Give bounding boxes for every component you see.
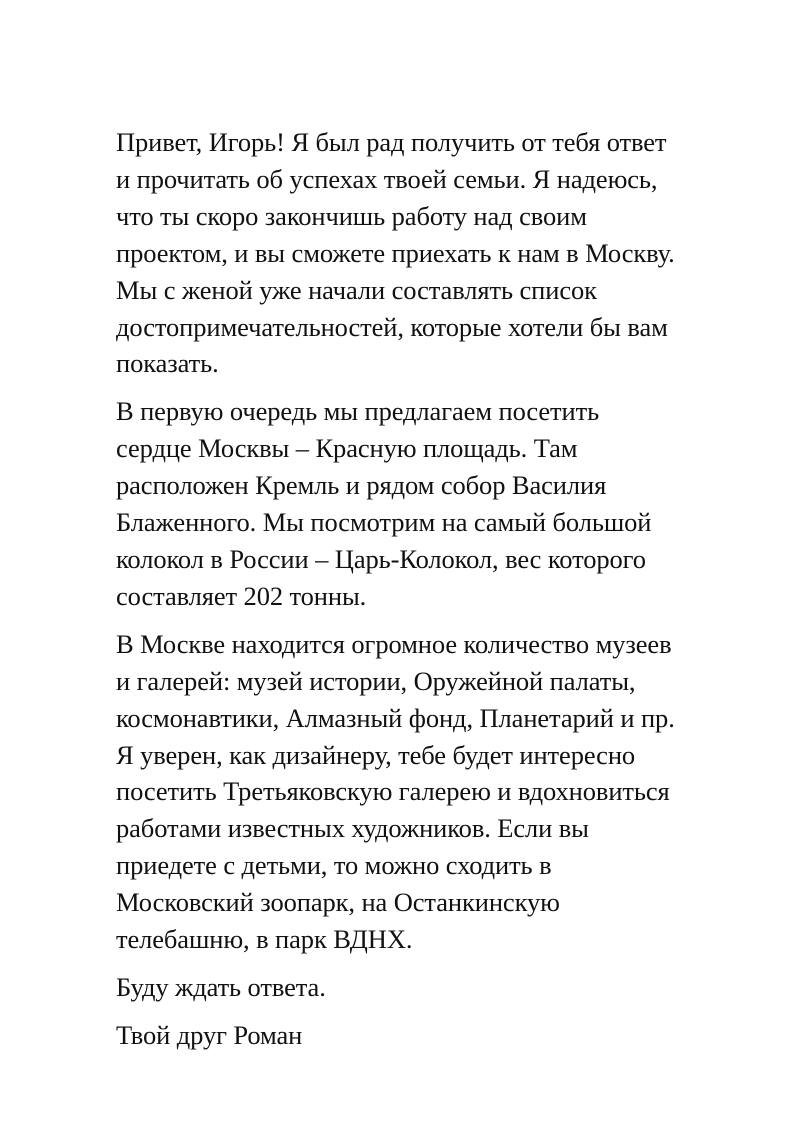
paragraph-museums [116, 626, 756, 958]
text-line: достопримечательностей, которые хотели бы вам [116, 311, 668, 342]
text-line: показать. [116, 348, 219, 379]
text-line: и галерей: музей истории, Оружейной палаты, [116, 665, 636, 696]
text-line: и прочитать об успехах твоей семьи. Я надеюсь, [116, 163, 658, 194]
text-line: телебашню, в парк ВДНХ. [116, 924, 413, 955]
paragraph-signature [116, 1017, 756, 1054]
text-line: Буду ждать ответа. [116, 971, 326, 1002]
paragraph-closing [116, 969, 756, 1006]
text-line: В первую очередь мы предлагаем посетить [116, 396, 600, 427]
text-line: Блаженного. Мы посмотрим на самый большой [116, 507, 652, 538]
text-line: проектом, и вы сможете приехать к нам в Москву. [116, 237, 675, 268]
text-line: расположен Кремль и рядом собор Василия [116, 470, 607, 501]
paragraph-greeting [116, 124, 756, 382]
text-line: что ты скоро закончишь работу над своим [116, 200, 587, 231]
letter-body [116, 124, 756, 1065]
text-line: сердце Москвы – Красную площадь. Там [116, 433, 578, 464]
text-line: Привет, Игорь! Я был рад получить от тебя ответ [116, 127, 667, 157]
paragraph-red-square [116, 393, 756, 614]
text-line: посетить Третьяковскую галерею и вдохновиться [116, 776, 670, 807]
text-line: В Москве находится огромное количество музеев [116, 628, 672, 659]
text-line: Мы с женой уже начали составлять список [116, 274, 597, 305]
text-line: Московский зоопарк, на Останкинскую [116, 887, 560, 918]
text-line: Твой друг Роман [116, 1019, 303, 1050]
text-line: составляет 202 тонны. [116, 580, 367, 611]
text-line: работами известных художников. Если вы [116, 813, 589, 844]
text-line: Я уверен, как дизайнеру, тебе будет интересно [116, 739, 636, 770]
text-line: космонавтики, Алмазный фонд, Планетарий и пр. [116, 702, 675, 733]
text-line: колокол в России – Царь-Колокол, вес которого [116, 543, 646, 574]
text-line: приедете с детьми, то можно сходить в [116, 850, 552, 881]
